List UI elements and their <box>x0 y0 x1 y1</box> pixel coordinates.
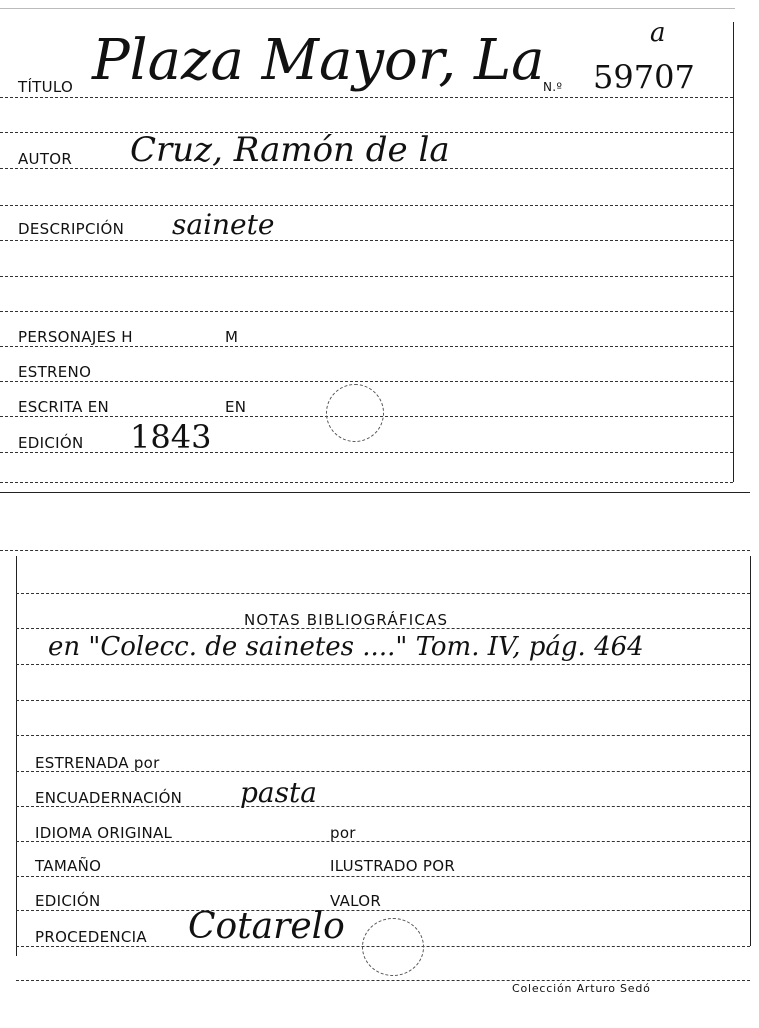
bottom-card-left-border <box>16 556 17 956</box>
rule-edicion <box>0 452 733 453</box>
autor-value: Cruz, Ramón de la <box>130 130 450 170</box>
rule-personajes <box>0 346 733 347</box>
escrita-en-label: EN <box>225 398 247 416</box>
autor-label: AUTOR <box>18 150 73 168</box>
procedencia-label: PROCEDENCIA <box>35 928 147 946</box>
top-card-top-line <box>0 8 735 9</box>
rule-bottom-b <box>16 980 750 981</box>
encuadernacion-value: pasta <box>240 776 317 809</box>
descripcion-value: sainete <box>172 208 275 241</box>
numero-superscript: a <box>650 18 666 48</box>
rule-titulo <box>0 97 733 98</box>
notas-value: en "Colecc. de sainetes ...." Tom. IV, pág. 464 <box>48 632 644 662</box>
descripcion-label: DESCRIPCIÓN <box>18 220 125 238</box>
encuadernacion-label: ENCUADERNACIÓN <box>35 789 183 807</box>
rule-notas-value <box>16 664 750 665</box>
rule-edicion-2 <box>16 910 750 911</box>
top-card-right-border <box>733 22 734 482</box>
por-label: por <box>330 824 356 842</box>
bottom-card-top-edge <box>0 550 750 551</box>
bottom-card-right-border <box>750 556 751 946</box>
edicion-value: 1843 <box>130 418 212 456</box>
edicion-label: EDICIÓN <box>18 434 84 452</box>
titulo-label: TÍTULO <box>18 78 74 96</box>
rule-estreno <box>0 381 733 382</box>
personajes-label: PERSONAJES H <box>18 328 133 346</box>
personajes-m-label: M <box>225 328 239 346</box>
top-card-bottom-edge <box>0 492 750 493</box>
estreno-label: ESTRENO <box>18 363 92 381</box>
rule-blank-7 <box>16 735 750 736</box>
collection-footer: Colección Arturo Sedó <box>512 982 651 995</box>
rule-blank-5 <box>16 593 750 594</box>
edicion-label-2: EDICIÓN <box>35 892 101 910</box>
ilustrado-label: ILUSTRADO POR <box>330 857 456 875</box>
rule-blank-3 <box>0 276 733 277</box>
titulo-value: Plaza Mayor, La <box>92 28 545 93</box>
tamano-label: TAMAÑO <box>35 857 102 875</box>
escrita-label: ESCRITA EN <box>18 398 110 416</box>
procedencia-value: Cotarelo <box>188 906 345 947</box>
valor-label: VALOR <box>330 892 382 910</box>
notas-heading: NOTAS BIBLIOGRÁFICAS <box>244 611 449 629</box>
estrenada-label: ESTRENADA por <box>35 754 160 772</box>
numero-label: N.º <box>543 80 563 94</box>
rule-blank-2 <box>0 205 733 206</box>
idioma-label: IDIOMA ORIGINAL <box>35 824 173 842</box>
rule-blank-6 <box>16 700 750 701</box>
rule-descripcion <box>0 240 733 241</box>
rule-bottom-a <box>0 482 733 483</box>
rule-tamano <box>16 876 750 877</box>
rule-blank-4 <box>0 311 733 312</box>
numero-value: 59707 <box>593 58 695 96</box>
punch-hole-top <box>326 384 384 442</box>
punch-hole-bottom <box>362 918 424 976</box>
